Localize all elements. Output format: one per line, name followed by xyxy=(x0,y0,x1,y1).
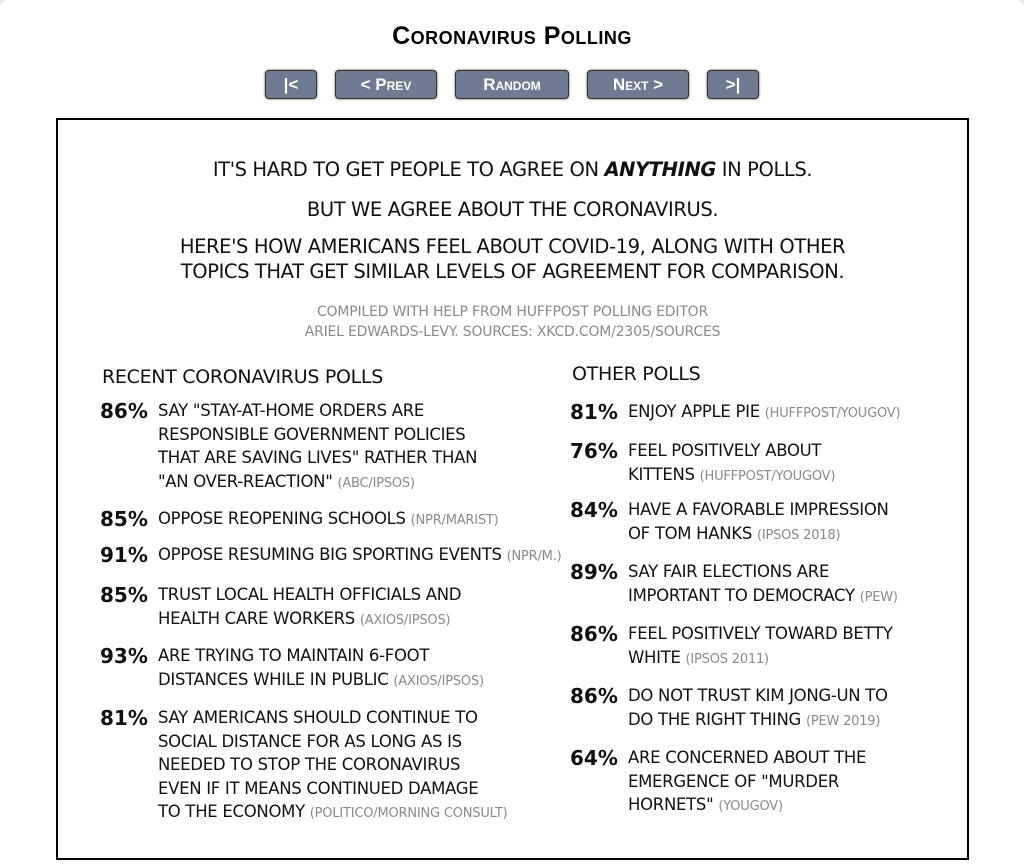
poll-source: (NPR/M.) xyxy=(506,549,562,564)
poll-text xyxy=(628,684,888,733)
poll-item xyxy=(100,583,461,632)
poll-item xyxy=(570,439,835,488)
comic-nav xyxy=(0,70,1024,99)
poll-text-last: ENJOY APPLE PIE xyxy=(628,402,765,421)
poll-percent: 76% xyxy=(570,439,618,463)
poll-item xyxy=(100,507,499,533)
intro-line-1-end: IN POLLS. xyxy=(716,158,813,181)
poll-item xyxy=(100,644,484,693)
poll-text-line xyxy=(158,543,562,569)
poll-item xyxy=(100,543,562,569)
poll-text-line: SAY "STAY-AT-HOME ORDERS ARE xyxy=(158,401,425,420)
poll-text-line: NEEDED TO STOP THE CORONAVIRUS xyxy=(158,755,461,774)
poll-text-line xyxy=(158,607,461,633)
poll-item xyxy=(570,560,898,609)
random-comic-button[interactable]: Random xyxy=(455,70,569,99)
poll-text xyxy=(628,498,889,547)
poll-source: (AXIOS/IPSOS) xyxy=(393,673,484,689)
poll-text-line: EVEN IF IT MEANS CONTINUED DAMAGE xyxy=(158,778,479,798)
poll-percent: 86% xyxy=(100,399,148,423)
poll-text-last: OF TOM HANKS xyxy=(628,523,757,543)
poll-text-last: KITTENS xyxy=(628,464,700,484)
poll-text-line: EMERGENCE OF "MURDER xyxy=(628,771,839,791)
poll-text xyxy=(158,399,477,495)
poll-text-line: SAY FAIR ELECTIONS ARE xyxy=(628,562,830,581)
poll-text-last: IMPORTANT TO DEMOCRACY xyxy=(628,585,860,605)
poll-text-last: DISTANCES WHILE IN PUBLIC xyxy=(158,669,394,689)
poll-text xyxy=(158,543,562,569)
poll-item xyxy=(570,746,866,819)
poll-source: (HUFFPOST/YOUGOV) xyxy=(699,468,836,484)
poll-text-line: RESPONSIBLE GOVERNMENT POLICIES xyxy=(158,424,466,444)
credit-line-1: COMPILED WITH HELP FROM HUFFPOST POLLING EDITOR xyxy=(316,304,709,320)
poll-percent: 84% xyxy=(570,498,618,522)
intro-line-4: TOPICS THAT GET SIMILAR LEVELS OF AGREEMENT FOR COMPARISON. xyxy=(180,260,845,283)
poll-text-line xyxy=(628,793,866,819)
intro-line-1-start: IT'S HARD TO GET PEOPLE TO AGREE ON xyxy=(212,158,605,181)
poll-text-line xyxy=(158,470,477,496)
poll-percent: 89% xyxy=(570,560,618,584)
poll-source: (POLITICO/MORNING CONSULT) xyxy=(309,806,508,821)
poll-text-line xyxy=(628,584,898,610)
poll-text-last: HEALTH CARE WORKERS xyxy=(158,608,360,628)
poll-text-last: TO THE ECONOMY xyxy=(158,802,310,821)
poll-text-last: WHITE xyxy=(628,647,686,667)
poll-item xyxy=(570,400,900,426)
poll-source: (ABC/IPSOS) xyxy=(337,475,415,491)
poll-text-line: HAVE A FAVORABLE IMPRESSION xyxy=(628,500,889,519)
poll-percent: 85% xyxy=(100,507,148,531)
poll-text-last: OPPOSE REOPENING SCHOOLS xyxy=(158,509,411,528)
poll-text xyxy=(158,507,499,533)
poll-source: (PEW 2019) xyxy=(805,713,881,729)
poll-text-line: TRUST LOCAL HEALTH OFFICIALS AND xyxy=(158,585,462,604)
poll-source: (YOUGOV) xyxy=(718,799,783,814)
poll-text-last: OPPOSE RESUMING BIG SPORTING EVENTS xyxy=(158,545,507,564)
poll-item xyxy=(570,498,889,547)
poll-item xyxy=(100,399,477,495)
intro-line-2: BUT WE AGREE ABOUT THE CORONAVIRUS. xyxy=(306,198,719,221)
poll-text-line xyxy=(158,800,508,826)
prev-comic-button[interactable]: < Prev xyxy=(335,70,437,99)
first-comic-button[interactable]: |< xyxy=(265,70,317,99)
poll-text-line: FEEL POSITIVELY TOWARD BETTY xyxy=(628,624,893,643)
poll-text-line xyxy=(628,400,900,426)
poll-text-last: HORNETS" xyxy=(628,795,719,814)
poll-text-line: ARE CONCERNED ABOUT THE xyxy=(628,748,867,767)
poll-text xyxy=(158,706,508,826)
intro-line-1 xyxy=(58,158,967,181)
poll-text-last: "AN OVER-REACTION" xyxy=(158,471,338,491)
poll-text xyxy=(158,644,484,693)
poll-percent: 93% xyxy=(100,644,148,668)
poll-text-line: SOCIAL DISTANCE FOR AS LONG AS IS xyxy=(158,731,462,751)
poll-source: (NPR/MARIST) xyxy=(410,513,499,528)
poll-item xyxy=(570,684,888,733)
comic-title: Coronavirus Polling xyxy=(392,22,632,50)
poll-percent: 91% xyxy=(100,543,148,567)
poll-percent: 81% xyxy=(100,706,148,730)
poll-text-line xyxy=(158,507,499,533)
poll-text-line: SAY AMERICANS SHOULD CONTINUE TO xyxy=(158,708,478,727)
poll-text-line xyxy=(628,522,889,548)
poll-percent: 85% xyxy=(100,583,148,607)
poll-text-line: THAT ARE SAVING LIVES" RATHER THAN xyxy=(158,448,478,467)
next-comic-button[interactable]: Next > xyxy=(587,70,689,99)
intro-line-3: HERE'S HOW AMERICANS FEEL ABOUT COVID-19, ALONG WITH OTHER xyxy=(179,235,846,258)
poll-text-line xyxy=(628,646,893,672)
credit-line-2: ARIEL EDWARDS-LEVY. SOURCES: XKCD.COM/2305/SOURCES xyxy=(304,324,721,340)
poll-text xyxy=(628,439,835,488)
poll-text-last: DO THE RIGHT THING xyxy=(628,709,806,729)
poll-text xyxy=(628,622,893,671)
last-comic-button[interactable]: >| xyxy=(707,70,759,99)
poll-source: (IPSOS 2018) xyxy=(756,527,841,543)
left-column-title: RECENT CORONAVIRUS POLLS xyxy=(102,366,383,388)
poll-text-line: ARE TRYING TO MAINTAIN 6-FOOT xyxy=(158,646,430,665)
poll-source: (IPSOS 2011) xyxy=(685,651,769,667)
poll-percent: 81% xyxy=(570,400,618,424)
poll-text xyxy=(628,400,900,426)
poll-text-line xyxy=(158,668,484,694)
poll-percent: 86% xyxy=(570,684,618,708)
poll-text xyxy=(628,746,866,819)
poll-text-line xyxy=(628,463,835,489)
poll-item xyxy=(570,622,893,671)
poll-text xyxy=(628,560,898,609)
poll-percent: 64% xyxy=(570,746,618,770)
poll-text-line xyxy=(628,708,888,734)
poll-item xyxy=(100,706,508,826)
poll-text-line: DO NOT TRUST KIM JONG-UN TO xyxy=(628,686,888,705)
poll-source: (PEW) xyxy=(859,589,898,605)
poll-text-line: FEEL POSITIVELY ABOUT xyxy=(628,441,822,460)
poll-source: (HUFFPOST/YOUGOV) xyxy=(764,406,901,421)
right-column-title: OTHER POLLS xyxy=(572,363,701,385)
poll-percent: 86% xyxy=(570,622,618,646)
intro-emphasis: ANYTHING xyxy=(604,158,716,181)
poll-text xyxy=(158,583,461,632)
poll-source: (AXIOS/IPSOS) xyxy=(359,612,451,628)
comic-image xyxy=(56,118,969,860)
